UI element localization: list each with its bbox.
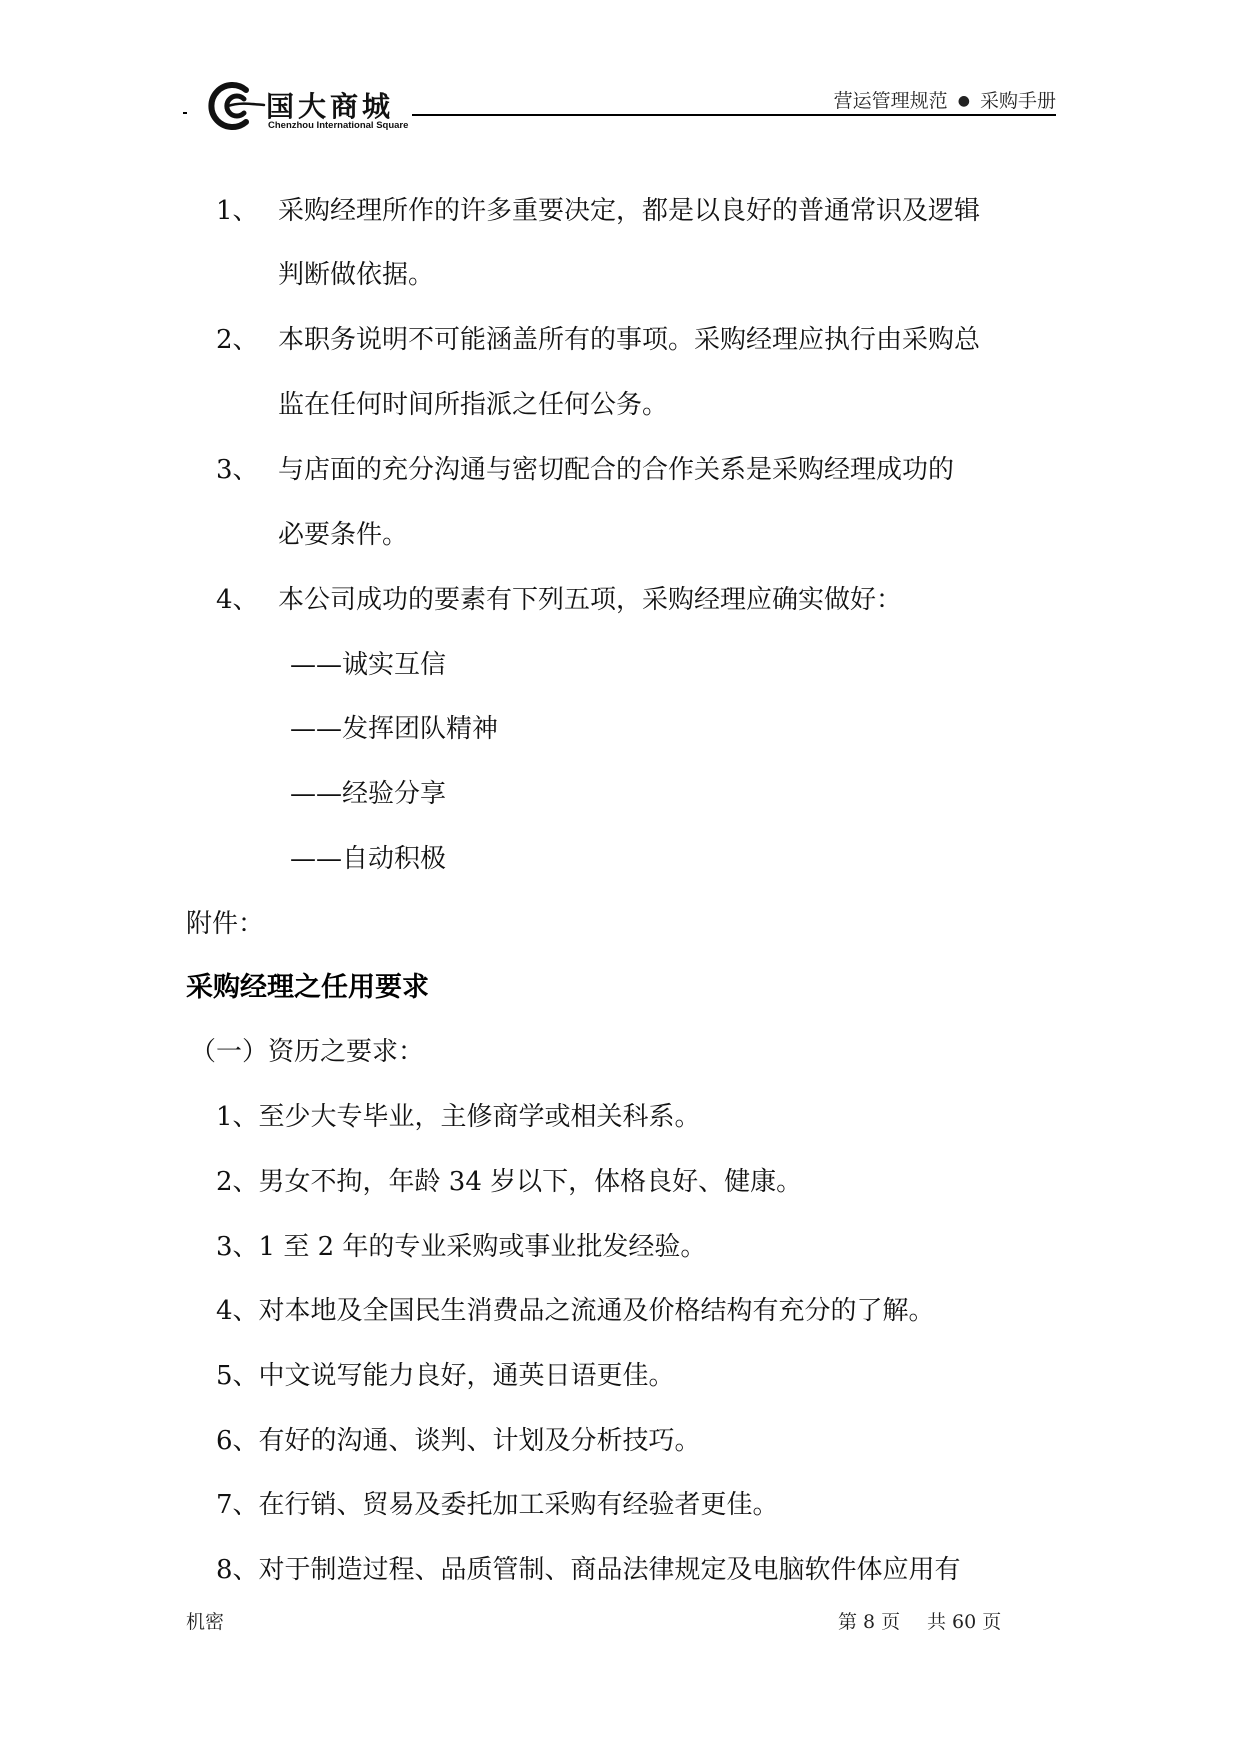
header-section: 营运管理规范 (833, 90, 948, 112)
factor-item: ——自动积极 (290, 844, 447, 874)
note-number: 3、 (216, 455, 259, 485)
requirement-item: 6、有好的沟通、谈判、计划及分析技巧。 (216, 1426, 701, 1456)
header-title (800, 86, 1056, 113)
note-line: 采购经理所作的许多重要决定，都是以良好的普通常识及逻辑 (278, 196, 981, 226)
footer-confidential: 机密 (186, 1611, 225, 1633)
requirement-item: 1、至少大专毕业，主修商学或相关科系。 (216, 1102, 701, 1132)
header-bullet: ● (957, 93, 970, 109)
requirement-item: 8、对于制造过程、品质管制、商品法律规定及电脑软件体应用有 (216, 1555, 961, 1585)
header-dash (183, 112, 187, 114)
logo-text: 国大商城 (266, 90, 395, 123)
note-line: 监在任何时间所指派之任何公务。 (278, 390, 669, 420)
requirement-item: 2、男女不拘，年龄 34 岁以下，体格良好、健康。 (216, 1167, 803, 1197)
footer-total-pages: 共 60 页 (927, 1611, 1002, 1633)
header-rule (412, 114, 1056, 116)
note-line: 本公司成功的要素有下列五项，采购经理应确实做好： (278, 585, 903, 615)
attachment-label: 附件： (186, 909, 265, 939)
factor-item: ——诚实互信 (290, 650, 447, 680)
requirement-item: 5、中文说写能力良好，通英日语更佳。 (216, 1361, 675, 1391)
factor-item: ——经验分享 (290, 779, 447, 809)
section-title: 采购经理之任用要求 (186, 972, 429, 1003)
note-line: 判断做依据。 (278, 260, 435, 290)
header-manual: 采购手册 (979, 90, 1056, 112)
note-number: 1、 (216, 196, 259, 226)
note-number: 4、 (216, 585, 259, 615)
note-line: 本职务说明不可能涵盖所有的事项。采购经理应执行由采购总 (278, 325, 981, 355)
factor-item: ——发挥团队精神 (290, 714, 499, 744)
note-line: 与店面的充分沟通与密切配合的合作关系是采购经理成功的 (278, 455, 955, 485)
note-number: 2、 (216, 325, 259, 355)
requirement-item: 4、对本地及全国民生消费品之流通及价格结构有充分的了解。 (216, 1296, 935, 1326)
logo-subtitle: Chenzhou International Square (268, 120, 409, 131)
note-line: 必要条件。 (278, 520, 409, 550)
requirement-item: 3、1 至 2 年的专业采购或事业批发经验。 (216, 1232, 707, 1262)
requirement-item: 7、在行销、贸易及委托加工采购有经验者更佳。 (216, 1490, 779, 1520)
subsection-title: （一）资历之要求： (190, 1037, 425, 1067)
footer-page-number: 第 8 页 (838, 1611, 901, 1633)
